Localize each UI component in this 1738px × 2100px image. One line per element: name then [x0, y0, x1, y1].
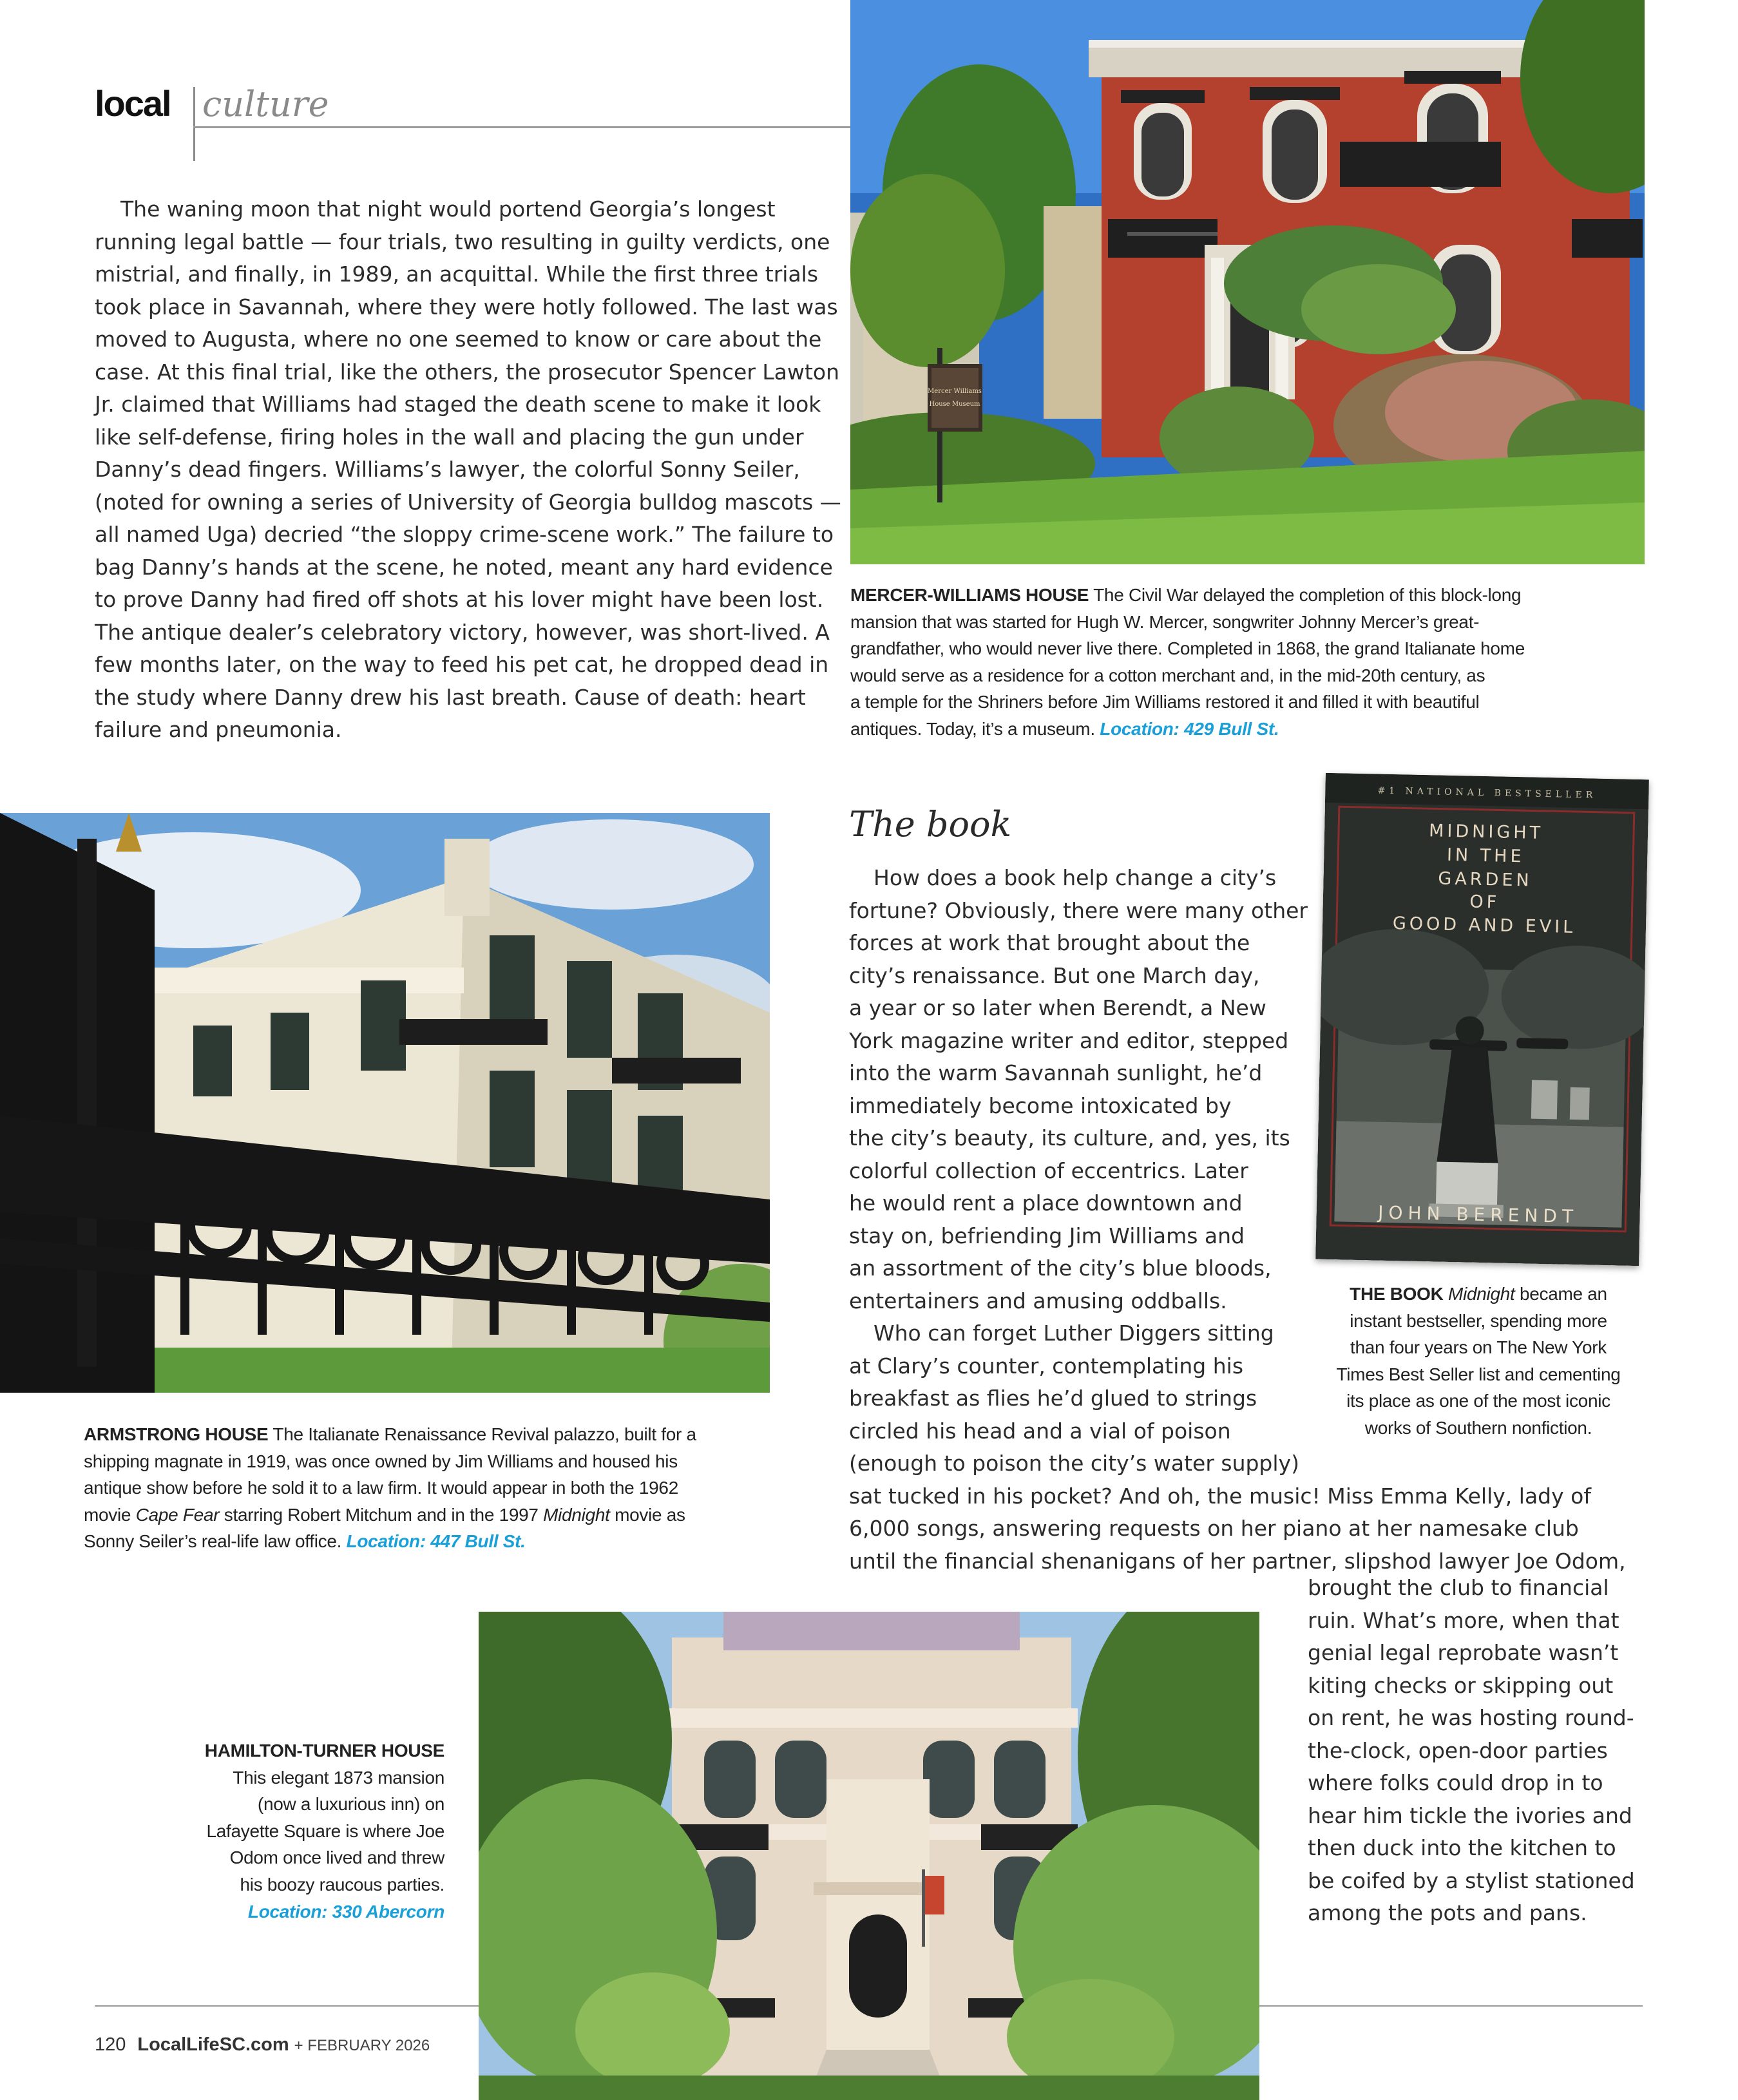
caption-italic: Midnight: [543, 1504, 610, 1525]
intro-paragraph: [95, 193, 841, 747]
book-cover-image: [1315, 773, 1649, 1266]
text-line: How does a book help change a city’s: [874, 865, 1277, 890]
armstrong-house-photo: [0, 813, 770, 1393]
text-line: be coifed by a stylist stationed: [1308, 1867, 1635, 1893]
caption-text: Sonny Seiler’s real-life law office.: [84, 1531, 342, 1552]
caption-italic: Cape Fear: [135, 1504, 220, 1525]
issue-date: + FEBRUARY 2026: [294, 2037, 430, 2054]
text-line: colorful collection of eccentrics. Later: [849, 1158, 1248, 1183]
text-line: like self-defense, firing holes in the wall and placing the gun under: [95, 424, 804, 450]
caption-text: This elegant 1873 mansion: [233, 1767, 444, 1788]
text-line: bag Danny’s hands at the scene, he noted, meant any hard evidence: [95, 554, 833, 580]
text-line: all named Uga) decried “the sloppy crime-scene work.” The failure to: [95, 522, 834, 547]
hamilton-caption: [122, 1737, 444, 1925]
text-line: to prove Danny had fired off shots at his lover might have been lost.: [95, 587, 824, 612]
caption-title: HAMILTON-TURNER HOUSE: [204, 1741, 444, 1761]
location-label: Location: 330 Abercorn: [247, 1901, 444, 1922]
text-line: Jr. claimed that Williams had staged the death scene to make it look: [95, 392, 821, 417]
text-line: York magazine writer and editor, stepped: [849, 1027, 1289, 1053]
caption-text: shipping magnate in 1919, was once owned by Jim Williams and housed his: [84, 1451, 678, 1471]
caption-text: works of Southern nonfiction.: [1364, 1417, 1592, 1438]
section-heading: The book: [849, 804, 1012, 845]
text-line: he would rent a place downtown and: [849, 1190, 1243, 1216]
caption-text: Lafayette Square is where Joe: [206, 1820, 444, 1841]
caption-text: than four years on The New York: [1350, 1337, 1607, 1358]
text-line: circled his head and a vial of poison: [849, 1418, 1231, 1444]
page-number: 120: [95, 2034, 126, 2055]
text-line: the-clock, open-door parties: [1308, 1737, 1608, 1763]
caption-text: a temple for the Shriners before Jim Williams restored it and filled it with beautiful: [850, 692, 1480, 712]
hamilton-turner-house-photo: [479, 1612, 1259, 2100]
footer-rule: [95, 2005, 479, 2007]
text-line: an assortment of the city’s blue bloods,: [849, 1255, 1272, 1281]
text-line: mistrial, and finally, in 1989, an acquittal. While the first three trials: [95, 262, 819, 287]
text-line: the city’s beauty, its culture, and, yes, its: [849, 1125, 1290, 1150]
caption-text: (now a luxurious inn) on: [257, 1794, 444, 1815]
caption-text: became an: [1519, 1284, 1607, 1304]
text-line: Who can forget Luther Diggers sitting: [874, 1321, 1274, 1346]
text-line: into the warm Savannah sunlight, he’d: [849, 1060, 1263, 1085]
text-line: case. At this final trial, like the others, the prosecutor Spencer Lawton: [95, 359, 840, 385]
sign-text: House Museum: [929, 401, 980, 408]
text-line: The waning moon that night would portend Georgia’s longest: [120, 196, 776, 222]
text-line: sat tucked in his pocket? And oh, the music! Miss Emma Kelly, lady of: [849, 1483, 1591, 1509]
footer: [95, 2034, 430, 2056]
text-line: forces at work that brought about the: [849, 930, 1250, 955]
caption-text: its place as one of the most iconic: [1346, 1391, 1610, 1411]
text-line: at Clary’s counter, contemplating his: [849, 1353, 1244, 1379]
caption-title: MERCER-WILLIAMS HOUSE: [850, 585, 1089, 605]
text-line: running legal battle — four trials, two resulting in guilty verdicts, one: [95, 229, 830, 254]
text-line: entertainers and amusing oddballs.: [849, 1288, 1227, 1313]
book-paragraph-continued: [1308, 1572, 1635, 1930]
book-title-line: MIDNIGHT: [1428, 821, 1544, 843]
header-rule: [193, 126, 850, 128]
caption-text: antique show before he sold it to a law firm. It would appear in both the 1962: [84, 1478, 678, 1498]
text-line: moved to Augusta, where no one seemed to know or care about the: [95, 327, 822, 352]
caption-text: Odom once lived and threw: [229, 1847, 444, 1868]
text-line: kiting checks or skipping out: [1308, 1672, 1614, 1698]
text-line: hear him tickle the ivories and: [1308, 1802, 1632, 1828]
text-line: until the financial shenanigans of her partner, slipshod lawyer Joe Odom,: [849, 1548, 1626, 1574]
text-line: stay on, befriending Jim Williams and: [849, 1223, 1245, 1248]
caption-italic: Midnight: [1448, 1284, 1515, 1304]
book-caption: [1285, 1281, 1672, 1442]
caption-title: ARMSTRONG HOUSE: [84, 1424, 269, 1444]
mercer-williams-house-photo: [850, 0, 1645, 564]
caption-text: The Civil War delayed the completion of this block-long: [1093, 585, 1522, 605]
site-url: LocalLifeSC.com: [137, 2034, 289, 2055]
location-label: Location: 429 Bull St.: [1100, 718, 1279, 739]
book-title-line: IN THE: [1446, 845, 1525, 867]
text-line: the study where Danny drew his last breath. Cause of death: heart: [95, 684, 806, 710]
text-line: then duck into the kitchen to: [1308, 1835, 1616, 1860]
footer-rule: [1259, 2005, 1643, 2007]
book-author: JOHN BERENDT: [1377, 1201, 1579, 1228]
caption-text: instant bestseller, spending more: [1350, 1310, 1607, 1331]
text-line: on rent, he was hosting round-: [1308, 1705, 1634, 1730]
text-line: a year or so later when Berendt, a New: [849, 995, 1266, 1020]
caption-text: mansion that was started for Hugh W. Mercer, songwriter Johnny Mercer’s great-: [850, 611, 1480, 632]
text-line: where folks could drop in to: [1308, 1770, 1603, 1795]
caption-text: Times Best Seller list and cementing: [1336, 1364, 1621, 1384]
caption-text: The Italianate Renaissance Revival palazzo, built for a: [272, 1424, 696, 1444]
text-line: ruin. What’s more, when that: [1308, 1607, 1619, 1633]
caption-text: his boozy raucous parties.: [240, 1874, 444, 1895]
text-line: 6,000 songs, answering requests on her piano at her namesake club: [849, 1516, 1579, 1541]
text-line: few months later, on the way to feed his pet cat, he dropped dead in: [95, 652, 829, 677]
book-banner: #1 NATIONAL BESTSELLER: [1377, 785, 1597, 801]
caption-text: antiques. Today, it’s a museum.: [850, 718, 1095, 739]
text-line: took place in Savannah, where they were hotly followed. The last was: [95, 294, 838, 320]
book-title-line: GOOD AND EVIL: [1392, 913, 1576, 938]
armstrong-caption: [84, 1421, 779, 1555]
text-line: (noted for owning a series of University of Georgia bulldog mascots —: [95, 489, 841, 515]
text-line: brought the club to financial: [1308, 1575, 1609, 1600]
text-line: (enough to poison the city’s water supply): [849, 1451, 1299, 1476]
caption-text: movie: [84, 1504, 131, 1525]
text-line: Danny’s dead fingers. Williams’s lawyer, the colorful Sonny Seiler,: [95, 457, 800, 482]
caption-title: THE BOOK: [1350, 1284, 1444, 1304]
caption-text: movie as: [615, 1504, 685, 1525]
book-title-line: OF: [1469, 892, 1500, 913]
caption-text: grandfather, who would never live there. Completed in 1868, the grand Italianate home: [850, 638, 1525, 659]
caption-text: starring Robert Mitchum and in the 1997: [224, 1504, 539, 1525]
header-divider: [193, 87, 195, 161]
text-line: failure and pneumonia.: [95, 717, 342, 742]
text-line: fortune? Obviously, there were many other: [849, 897, 1308, 923]
text-line: breakfast as flies he’d glued to strings: [849, 1386, 1257, 1411]
subsection-label: culture: [202, 84, 329, 124]
mercer-caption: [850, 582, 1649, 743]
section-label: local: [95, 83, 171, 124]
caption-text: would serve as a residence for a cotton merchant and, in the mid-20th century, as: [850, 665, 1485, 685]
sign-text: Mercer Williams: [928, 388, 982, 395]
book-title-line: GARDEN: [1438, 868, 1533, 891]
text-line: immediately become intoxicated by: [849, 1093, 1232, 1118]
text-line: The antique dealer’s celebratory victory, however, was short-lived. A: [95, 619, 830, 645]
location-label: Location: 447 Bull St.: [346, 1531, 526, 1552]
text-line: among the pots and pans.: [1308, 1900, 1587, 1925]
text-line: city’s renaissance. But one March day,: [849, 962, 1260, 988]
text-line: genial legal reprobate wasn’t: [1308, 1640, 1619, 1665]
